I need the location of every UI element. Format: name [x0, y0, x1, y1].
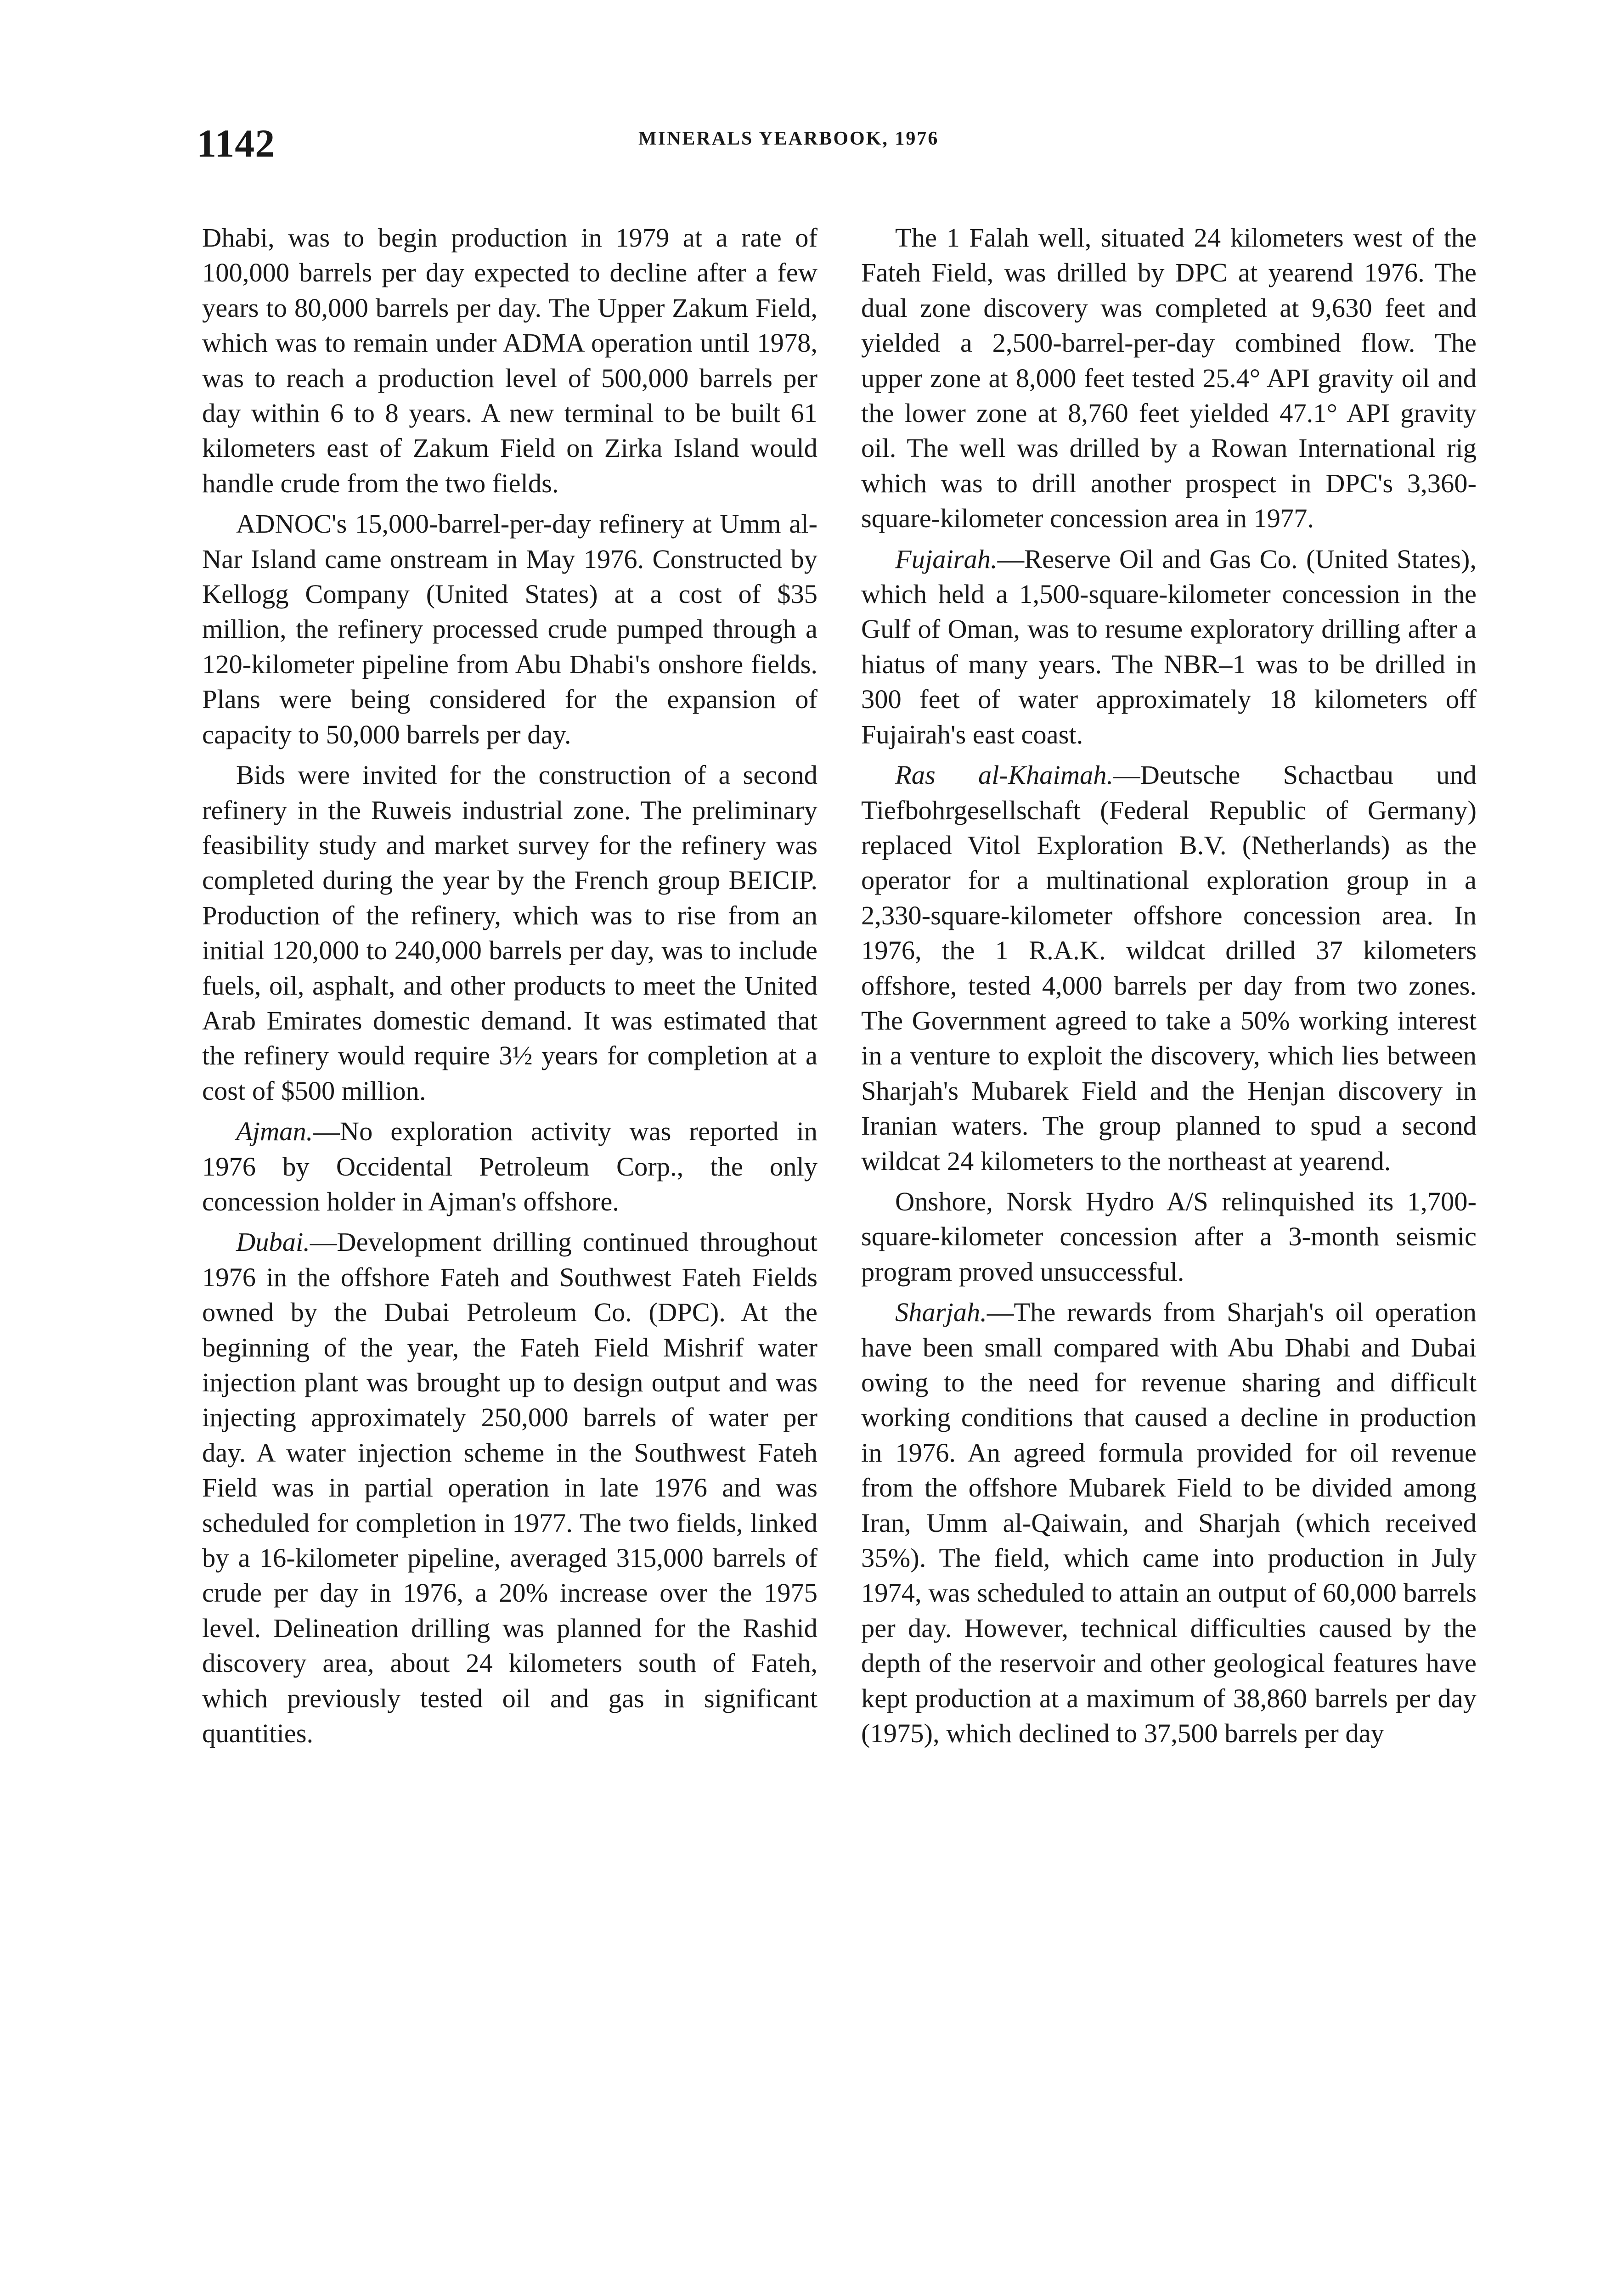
section-heading-sharjah: Sharjah.: [895, 1297, 987, 1328]
running-title: MINERALS YEARBOOK, 1976: [638, 128, 939, 149]
paragraph: [202, 1114, 817, 1219]
paragraph: [202, 1225, 817, 1751]
paragraph-text: —Reserve Oil and Gas Co. (United States), which held a 1,500-square-kilometer concession in the Gulf of Oman, was to resume exploratory drilling after a hiatus of many years. The NBR–1 was to be drilled in 300 feet of water approximately 18 kilometers off Fujairah's east coast.: [861, 544, 1477, 749]
paragraph: [861, 1295, 1477, 1751]
paragraph: [861, 542, 1477, 752]
section-heading-dubai: Dubai.: [236, 1227, 310, 1257]
paragraph: The 1 Falah well, situated 24 kilometers west of the Fateh Field, was drilled by DPC at yearend 1976. The dual zone discovery was completed at 9,630 feet and yielded a 2,500-barrel-per-day combined flow. The upper zone at 8,000 feet tested 25.4° API gravity oil and the lower zone at 8,760 feet yielded 47.1° API gravity oil. The well was drilled by a Rowan International rig which was to drill another prospect in DPC's 3,360-square-kilometer concession area in 1977.: [861, 223, 1477, 534]
paragraph: Dhabi, was to begin production in 1979 at a rate of 100,000 barrels per day expected to decline after a few years to 80,000 barrels per day. The Upper Zakum Field, which was to remain under ADMA operation until 1978, was to reach a production level of 500,000 barrels per day within 6 to 8 years. A new terminal to be built 61 kilometers east of Zakum Field on Zirka Island would handle crude from the two fields.: [202, 223, 817, 498]
page-number: 1142: [197, 121, 276, 165]
paragraph: [861, 758, 1477, 1179]
paragraph-text: —Deutsche Schactbau und Tiefbohrgesellschaft (Federal Republic of Germany) replaced Vitol Exploration B.V. (Netherlands) as the operator for a multinational exploration group in a 2,330-square-kilometer offshore concession area. In 1976, the 1 R.A.K. wildcat drilled 37 kilometers offshore, tested 4,000 barrels per day from two zones. The Government agreed to take a 50% working interest in a venture to exploit the discovery, which lies between Sharjah's Mubarek Field and the Henjan discovery in Iranian waters. The group planned to spud a second wildcat 24 kilometers to the northeast at yearend.: [861, 760, 1477, 1176]
section-heading-ras-al-khaimah: Ras al-Khaimah.: [895, 760, 1114, 790]
paragraph-text: —No exploration activity was reported in 1976 by Occidental Petroleum Corp., the only concession holder in Ajman's offshore.: [202, 1116, 817, 1216]
section-heading-fujairah: Fujairah.: [895, 544, 998, 574]
paragraph: Onshore, Norsk Hydro A/S relinquished its 1,700-square-kilometer concession after a 3-month seismic program proved unsuccessful.: [861, 1186, 1477, 1287]
paragraph-text: —Development drilling continued throughout 1976 in the offshore Fateh and Southwest Fateh Fields owned by the Dubai Petroleum Co. (DPC). At the beginning of the year, the Fateh Field Mishrif water injection plant was brought up to design output and was injecting approximately 250,000 barrels of water per day. A water injection scheme in the Southwest Fateh Field was in partial operation in late 1976 and was scheduled for completion in 1977. The two fields, linked by a 16-kilometer pipeline, averaged 315,000 barrels of crude per day in 1976, a 20% increase over the 1975 level. Delineation drilling was planned for the Rashid discovery area, about 24 kilometers south of Fateh, which previously tested oil and gas in significant quantities.: [202, 1227, 817, 1749]
paragraph-text: —The rewards from Sharjah's oil operation have been small compared with Abu Dhabi and Dubai owing to the need for revenue sharing and difficult working conditions that caused a decline in production in 1976. An agreed formula provided for oil revenue from the offshore Mubarek Field to be divided among Iran, Umm al-Qaiwain, and Sharjah (which received 35%). The field, which came into production in July 1974, was scheduled to attain an output of 60,000 barrels per day. However, technical difficulties caused by the depth of the reservoir and other geological features have kept production at a maximum of 38,860 barrels per day (1975), which declined to 37,500 barrels per day: [861, 1297, 1477, 1749]
paragraph: Bids were invited for the construction of a second refinery in the Ruweis industrial zone. The preliminary feasibility study and market survey for the refinery was completed during the year by the French group BEICIP. Production of the refinery, which was to rise from an initial 120,000 to 240,000 barrels per day, was to include fuels, oil, asphalt, and other products to meet the United Arab Emirates domestic demand. It was estimated that the refinery would require 3½ years for completion at a cost of $500 million.: [202, 760, 817, 1106]
left-column: [202, 220, 817, 1756]
section-heading-ajman: Ajman.: [236, 1116, 313, 1147]
right-column: [861, 220, 1477, 1756]
paragraph: ADNOC's 15,000-barrel-per-day refinery at Umm al-Nar Island came onstream in May 1976. Constructed by Kellogg Company (United States) at a cost of $35 million, the refinery processed crude pumped through a 120-kilometer pipeline from Abu Dhabi's onshore fields. Plans were being considered for the expansion of capacity to 50,000 barrels per day.: [202, 509, 817, 749]
